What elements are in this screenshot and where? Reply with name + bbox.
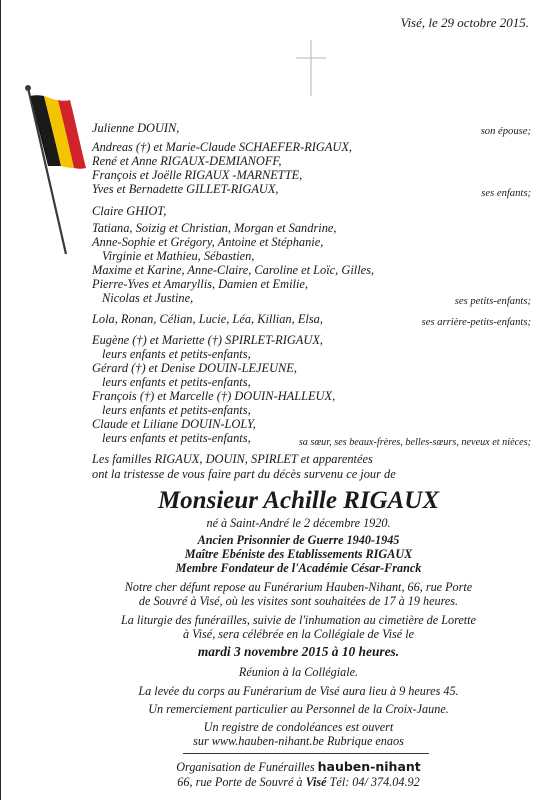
organizer-town: Visé — [305, 775, 327, 789]
relative-line: Nicolas et Justine, — [102, 291, 194, 305]
relative-line: leurs enfants et petits-enfants, — [102, 431, 251, 445]
relative-line: Claude et Liliane DOUIN-LOLY, — [92, 417, 256, 431]
organizer-contact — [61, 775, 536, 789]
relative-line: Maxime et Karine, Anne-Claire, Caroline et Loïc, Gilles, — [92, 263, 375, 277]
cross-icon — [296, 40, 326, 96]
relative-line: François et Joëlle RIGAUX -MARNETTE, — [92, 168, 303, 182]
funeral-organizer — [61, 760, 536, 774]
relative-line: Les familles RIGAUX, DOUIN, SPIRLET et apparentées — [92, 452, 373, 466]
thanks-line: Un remerciement particulier au Personnel de la Croix-Jaune. — [148, 702, 449, 716]
relationship-label: sa sœur, ses beaux-frères, belles-sœurs, neveux et nièces; — [298, 437, 531, 448]
condolence-info: Un registre de condoléances est ouvert — [203, 720, 394, 734]
organizer-prefix: Organisation de Funérailles — [176, 760, 315, 774]
organizer-address: 66, rue Porte de Souvré à — [177, 775, 303, 789]
relative-line: Gérard (†) et Denise DOUIN-LEJEUNE, — [92, 361, 297, 375]
viewing-info: de Souvré à Visé, où les visites sont souhaitées de 17 à 19 heures. — [138, 594, 459, 608]
funeral-info: à Visé, sera célébrée en la Collégiale de Visé le — [182, 627, 415, 641]
viewing-info: Notre cher défunt repose au Funérarium Hauben-Nihant, 66, rue Porte — [124, 580, 473, 594]
funeral-info: La liturgie des funérailles, suivie de l'inhumation au cimetière de Lorette — [121, 613, 476, 627]
relative-line: René et Anne RIGAUX-DEMIANOFF, — [92, 154, 282, 168]
relative-line: leurs enfants et petits-enfants, — [102, 347, 251, 361]
relative-line: Andreas (†) et Marie-Claude SCHAEFER-RIGAUX, — [92, 140, 353, 154]
relative-line: leurs enfants et petits-enfants, — [102, 375, 251, 389]
relative-line: Claire GHIOT, — [92, 204, 167, 218]
relative-line: Pierre-Yves et Amaryllis, Damien et Emilie, — [92, 277, 308, 291]
condolence-website: sur www.hauben-nihant.be Rubrique enaos — [193, 734, 404, 748]
notice-date: Visé, le 29 octobre 2015. — [400, 15, 529, 30]
relative-line: Lola, Ronan, Célian, Lucie, Léa, Killian, Elsa, — [92, 312, 323, 326]
relationship-label: ses petits-enfants; — [454, 296, 531, 307]
deceased-name: Monsieur Achille RIGAUX — [157, 487, 440, 514]
organizer-phone: Tél: 04/ 374.04.92 — [329, 775, 420, 789]
relative-line: ont la tristesse de vous faire part du décès survenu ce jour de — [92, 467, 396, 481]
relationship-label: son épouse; — [480, 126, 531, 137]
relative-line: leurs enfants et petits-enfants, — [102, 403, 251, 417]
relative-line: Virginie et Mathieu, Sébastien, — [102, 249, 255, 263]
relative-line: Anne-Sophie et Grégory, Antoine et Stéphanie, — [92, 235, 324, 249]
relative-line: Eugène (†) et Mariette (†) SPIRLET-RIGAUX, — [92, 333, 323, 347]
relationship-label: ses enfants; — [481, 188, 531, 199]
deceased-title: Maître Ebéniste des Etablissements RIGAUX — [184, 547, 413, 561]
organizer-brand: hauben-nihant — [317, 759, 421, 774]
relationship-label: ses arrière-petits-enfants; — [421, 317, 531, 328]
belgian-flag-icon — [6, 82, 90, 258]
deceased-title: Ancien Prisonnier de Guerre 1940-1945 — [197, 533, 400, 547]
relative-line: Tatiana, Soizig et Christian, Morgan et Sandrine, — [92, 221, 337, 235]
birth-line: né à Saint-André le 2 décembre 1920. — [206, 516, 391, 530]
relative-line: François (†) et Marcelle (†) DOUIN-HALLEUX, — [92, 389, 336, 403]
relative-line: Yves et Bernadette GILLET-RIGAUX, — [92, 182, 279, 196]
deceased-title: Membre Fondateur de l'Académie César-Franck — [175, 561, 422, 575]
relative-line: Julienne DOUIN, — [92, 121, 180, 135]
departure-info: La levée du corps au Funérarium de Visé aura lieu à 9 heures 45. — [138, 684, 459, 698]
meeting-info: Réunion à la Collégiale. — [238, 665, 359, 679]
footer-divider — [183, 753, 429, 754]
funeral-datetime: mardi 3 novembre 2015 à 10 heures. — [197, 644, 400, 659]
